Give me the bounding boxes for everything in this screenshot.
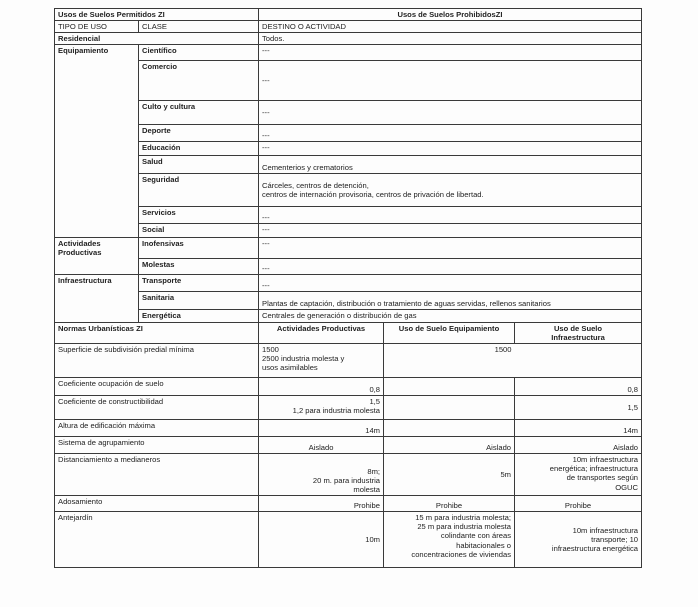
norma-label-subdivision: Superficie de subdivisión predial mínima <box>55 344 259 378</box>
distanciamiento-infra-line3: de transportes según <box>566 473 639 483</box>
tipo-residencial: Residencial <box>55 33 259 45</box>
clase-transporte: Transporte <box>139 275 259 292</box>
norma-label-agrupamiento: Sistema de agrupamiento <box>55 437 259 454</box>
zoning-table <box>54 8 642 568</box>
destino-seguridad <box>259 174 642 207</box>
norma-subdivision-infraestructura <box>515 344 642 378</box>
tipo-equipamiento: Equipamiento <box>55 45 139 61</box>
distanciamiento-infra-line2: energética; infraestructura <box>549 464 639 474</box>
norma-adosamiento-actividades: Prohibe <box>259 496 384 512</box>
normas-title: Normas Urbanísticas ZI <box>55 323 259 344</box>
norma-label-constructibilidad: Coeficiente de constructibilidad <box>55 396 259 420</box>
norma-constructibilidad-actividades <box>259 396 384 420</box>
destino-servicios: --- <box>259 207 642 224</box>
clase-educacion: Educación <box>139 142 259 156</box>
destino-seguridad-line1: Cárceles, centros de detención, <box>262 181 369 191</box>
clase-sanitaria: Sanitaria <box>139 292 259 310</box>
tipo-empty <box>55 125 139 142</box>
clase-cientifico: Científico <box>139 45 259 61</box>
tipo-infraestructura: Infraestructura <box>55 275 139 292</box>
norma-altura-equipamiento <box>384 420 515 437</box>
norma-constructibilidad-equipamiento <box>384 396 515 420</box>
clase-salud: Salud <box>139 156 259 174</box>
norma-antejardin-equipamiento <box>384 512 515 568</box>
norma-agrupamiento-equipamiento: Aislado <box>384 437 515 454</box>
norma-ocupacion-equipamiento <box>384 378 515 396</box>
col-destino: DESTINO O ACTIVIDAD <box>259 21 642 33</box>
destino-social: --- <box>259 224 642 238</box>
antejardin-infra-line1: 10m infraestructura <box>572 526 639 536</box>
tipo-empty <box>55 259 139 275</box>
antejardin-infra-line2: transporte; 10 <box>591 535 639 545</box>
norma-label-antejardin: Antejardín <box>55 512 259 568</box>
norma-subdivision-equipamiento: 1500 <box>384 344 515 378</box>
destino-deporte: --- <box>259 125 642 142</box>
constructibilidad-act-line1: 1,5 <box>369 397 381 407</box>
norma-label-altura: Altura de edificación máxima <box>55 420 259 437</box>
destino-molestas: --- <box>259 259 642 275</box>
tipo-empty <box>55 310 139 323</box>
destino-residencial: Todos. <box>259 33 642 45</box>
antejardin-equip-line3: colindante con áreas <box>440 531 512 541</box>
norma-subdivision-actividades <box>259 344 384 378</box>
norma-distanciamiento-equipamiento: 5m <box>384 454 515 496</box>
antejardin-equip-line2: 25 m para industria molesta <box>417 522 512 532</box>
norma-agrupamiento-infraestructura: Aislado <box>515 437 642 454</box>
clase-energetica: Energética <box>139 310 259 323</box>
tipo-empty <box>55 207 139 224</box>
norma-label-distanciamiento: Distanciamiento a medianeros <box>55 454 259 496</box>
tipo-actividades-line1: Actividades <box>58 239 101 249</box>
clase-culto: Culto y cultura <box>139 101 259 125</box>
destino-inofensivas: --- <box>259 238 642 259</box>
destino-educacion: --- <box>259 142 642 156</box>
antejardin-equip-line4: habitacionales o <box>456 540 512 550</box>
norma-ocupacion-infraestructura: 0,8 <box>515 378 642 396</box>
subdivision-act-line3: usos asimilables <box>262 363 318 373</box>
clase-deporte: Deporte <box>139 125 259 142</box>
destino-sanitaria: Plantas de captación, distribución o tratamiento de aguas servidas, rellenos sanitarios <box>259 292 642 310</box>
tipo-empty <box>55 101 139 125</box>
subdivision-act-line2: 2500 industria molesta y <box>262 354 345 364</box>
norma-label-ocupacion: Coeficiente ocupación de suelo <box>55 378 259 396</box>
destino-culto: --- <box>259 101 642 125</box>
header-prohibidos: Usos de Suelos ProhibidosZI <box>259 9 642 21</box>
norma-altura-infraestructura: 14m <box>515 420 642 437</box>
antejardin-equip-line1: 15 m para industria molesta; <box>415 513 512 523</box>
normas-col-infraestructura <box>515 323 642 344</box>
tipo-empty <box>55 292 139 310</box>
header-permitidos: Usos de Suelos Permitidos ZI <box>55 9 259 21</box>
norma-adosamiento-equipamiento: Prohibe <box>384 496 515 512</box>
norma-distanciamiento-actividades <box>259 454 384 496</box>
norma-antejardin-actividades: 10m <box>259 512 384 568</box>
norma-label-adosamiento: Adosamiento <box>55 496 259 512</box>
norma-ocupacion-actividades: 0,8 <box>259 378 384 396</box>
clase-seguridad: Seguridad <box>139 174 259 207</box>
constructibilidad-act-line2: 1,2 para industria molesta <box>292 406 381 416</box>
col-tipo-de-uso: TIPO DE USO <box>55 21 139 33</box>
norma-altura-actividades: 14m <box>259 420 384 437</box>
normas-col-actividades: Actividades Productivas <box>259 323 384 344</box>
normas-col-infra-line1: Uso de Suelo <box>553 324 603 334</box>
norma-agrupamiento-actividades: Aislado <box>259 437 384 454</box>
tipo-empty <box>55 156 139 174</box>
subdivision-act-line1: 1500 <box>262 345 279 355</box>
normas-col-infra-line2: Infraestructura <box>551 333 605 343</box>
antejardin-infra-line3: infraestructura energética <box>551 544 639 554</box>
tipo-empty <box>55 142 139 156</box>
destino-salud: Cementerios y crematorios <box>259 156 642 174</box>
destino-comercio: --- <box>259 61 642 101</box>
clase-social: Social <box>139 224 259 238</box>
destino-seguridad-line2: centros de internación provisoria, centros de privación de libertad. <box>262 190 484 200</box>
distanciamiento-act-line2: 20 m. para industria <box>312 476 381 486</box>
col-clase: CLASE <box>139 21 259 33</box>
tipo-empty <box>55 174 139 207</box>
distanciamiento-infra-line4: OGUC <box>615 482 639 492</box>
antejardin-equip-line5: concentraciones de viviendas <box>411 549 512 559</box>
tipo-actividades-line2: Productivas <box>58 248 102 258</box>
destino-energetica: Centrales de generación o distribución de gas <box>259 310 642 323</box>
distanciamiento-act-line1: 8m; <box>367 466 381 476</box>
norma-distanciamiento-infraestructura <box>515 454 642 496</box>
tipo-empty <box>55 61 139 101</box>
clase-servicios: Servicios <box>139 207 259 224</box>
norma-constructibilidad-infraestructura: 1,5 <box>515 396 642 420</box>
norma-antejardin-infraestructura <box>515 512 642 568</box>
norma-adosamiento-infraestructura: Prohibe <box>515 496 642 512</box>
clase-molestas: Molestas <box>139 259 259 275</box>
clase-inofensivas: Inofensivas <box>139 238 259 259</box>
tipo-actividades <box>55 238 139 259</box>
distanciamiento-act-line3: molesta <box>353 485 381 495</box>
destino-transporte: --- <box>259 275 642 292</box>
destino-cientifico: --- <box>259 45 642 61</box>
clase-comercio: Comercio <box>139 61 259 101</box>
distanciamiento-infra-line1: 10m infraestructura <box>572 455 639 465</box>
tipo-empty <box>55 224 139 238</box>
normas-col-equipamiento: Uso de Suelo Equipamiento <box>384 323 515 344</box>
